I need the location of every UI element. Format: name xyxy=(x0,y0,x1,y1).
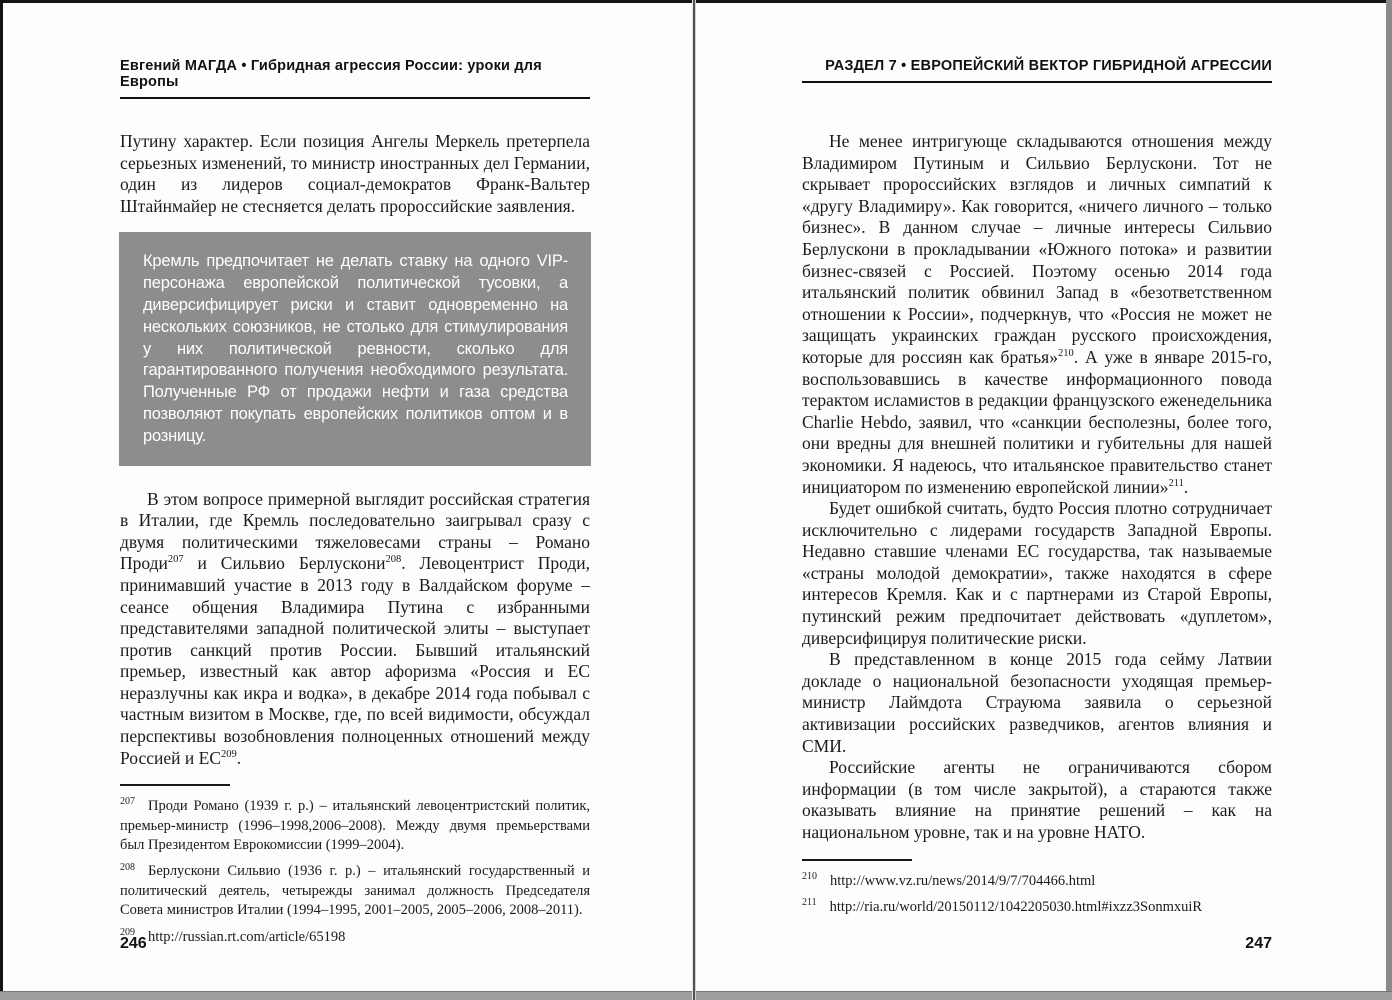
right-page xyxy=(695,3,1386,992)
body-paragraphs xyxy=(802,131,1272,844)
body-paragraphs-before-callout xyxy=(120,131,590,217)
footnote-reference: 209 xyxy=(221,748,237,760)
scan-edge-bottom xyxy=(0,991,1392,1000)
page-number-left: 246 xyxy=(120,935,147,952)
footnote-separator xyxy=(802,859,912,861)
footnote-separator xyxy=(120,784,230,786)
left-body-column xyxy=(120,131,590,954)
page-number-right: 247 xyxy=(1245,935,1272,952)
footnote-text: Проди Романо (1939 г. р.) – итальянский левоцентристский политик, премьер-министр (1996–1998,2006–2008). Между двумя премьерствами был Президентом Еврокомиссии (1999–2004). xyxy=(120,798,590,854)
right-body-column xyxy=(802,131,1272,924)
footnote-reference: 211 xyxy=(1168,477,1184,489)
footnote xyxy=(120,862,590,920)
footnotes-list xyxy=(802,872,1272,918)
footnote-number: 209 xyxy=(120,926,135,938)
paragraph: Будет ошибкой считать, будто Россия плотно сотрудничает исключительно с лидерами государств Западной Европы. Недавно ставшие членами ЕС государства, так называемые «страны молодой демократии», также находятся в сфере интересов Кремля. Как и с партнерами из Старой Европы, путинский режим предпочитает действовать «дуплетом», диверсифицируя политические риски. xyxy=(802,498,1272,648)
footnote-text: http://ria.ru/world/20150112/1042205030.html#ixzz3SonmxuiR xyxy=(829,899,1203,915)
paragraph: В представленном в конце 2015 года сейму Латвии докладе о национальной безопасности уходящая премьер-министр Лаймдота Страуюма заявила о серьезной активизации российских разведчиков, агентов влияния и СМИ. xyxy=(802,649,1272,756)
running-header-chapter: РАЗДЕЛ 7 • ЕВРОПЕЙСКИЙ ВЕКТОР ГИБРИДНОЙ АГРЕССИИ xyxy=(802,58,1272,83)
footnote-number: 211 xyxy=(802,897,817,909)
footnote-text: http://www.vz.ru/news/2014/9/7/704466.html xyxy=(830,872,1096,889)
paragraph: Российские агенты не ограничиваются сбором информации (в том числе закрытой), а стараются также оказывать влияние на принятие решений – как на национальном уровне, так и на уровне НАТО. xyxy=(802,757,1272,842)
left-page xyxy=(3,3,693,992)
scan-edge-right xyxy=(1386,0,1392,1000)
footnote-reference: 208 xyxy=(385,554,402,566)
paragraph: В этом вопросе примерной выглядит российская стратегия в Италии, где Кремль последовательно заигрывал сразу с двумя политическими тяжеловесами страны – Романо Проди$^{207}$ и Сильвио Берлускони$^{208}$. Левоцентрист Проди, принимавший участие в 2013 году в Валдайском форуме – сеансе общения Владимира Путина с избранными представителями западной политической элиты – выступает против санкций против России. Бывший итальянский премьер, известный как автор афоризма «Россия и ЕС неразлучны как икра и водка», в декабре 2014 года побывал с частным визитом в Москве, где, по всей видимости, обсуждал перспективы возобновления полноценных отношений между Россией и ЕС$^{209}$. xyxy=(120,488,590,768)
pull-quote-box: Кремль предпочитает не делать ставку на одного VIP-персонажа европейской политической тусовки, а диверсифицирует риски и ставит одновременно на нескольких союзников, не столько для стимулирования у них политической ревности, сколько для гарантированного получения необходимого результата. Полученные РФ от продажи нефти и газа средства позволяют покупать европейских политиков оптом и в розницу. xyxy=(119,232,591,465)
footnote xyxy=(802,872,1272,891)
footnote-text: Берлускони Сильвио (1936 г. р.) – итальянский государственный и политический деятель, четырежды занимал должность Председателя Совета министров Италии (1994–1995, 2001–2005, 2005–2006, 2008–2011). xyxy=(120,863,590,919)
footnote-reference: 207 xyxy=(167,554,184,566)
body-paragraphs-after-callout xyxy=(120,489,590,770)
footnotes-list xyxy=(120,797,590,947)
paragraph: Путину характер. Если позиция Ангелы Меркель претерпела серьезных изменений, то министр иностранных дел Германии, один из лидеров социал-демократов Франк-Вальтер Штайнмайер не стесняется делать пророссийские заявления. xyxy=(120,131,590,216)
footnote xyxy=(802,898,1272,917)
footnote-number: 208 xyxy=(120,861,135,873)
running-header-author: Евгений МАГДА • Гибридная агрессия России: уроки для Европы xyxy=(120,58,590,99)
footnote-number: 207 xyxy=(120,796,135,808)
footnote-text: http://russian.rt.com/article/65198 xyxy=(148,928,346,945)
footnote xyxy=(120,797,590,855)
footnote-reference: 210 xyxy=(1057,348,1074,360)
footnote-number: 210 xyxy=(802,870,817,882)
paragraph: Не менее интригующе складываются отношения между Владимиром Путиным и Сильвио Берлускони. Тот не скрывает пророссийских взглядов и личных симпатий к «другу Владимиру». Как говорится, «ничего личного – только бизнес». В данном случае – личные интересы Сильвио Берлускони в прокладывании «Южного потока» и развитии бизнес-связей с Россией. Поэтому осенью 2014 года итальянский политик обвинил Запад в «безответственном отношении к России», подчеркнув, что «Россия не может не защищать украинских граждан русского происхождения, которые для россиян как братья»$^{210}$. А уже в январе 2015-го, воспользовавшись в качестве информационного повода терактом исламистов в редакции французского еженедельника Charlie Hebdo, заявил, что «санкции бесполезны, более того, они вредны для внешней политики и губительны для нашей экономики. Я надеюсь, что итальянское правительство станет инициатором по изменению европейской линии»$^{211}$. xyxy=(802,131,1272,497)
